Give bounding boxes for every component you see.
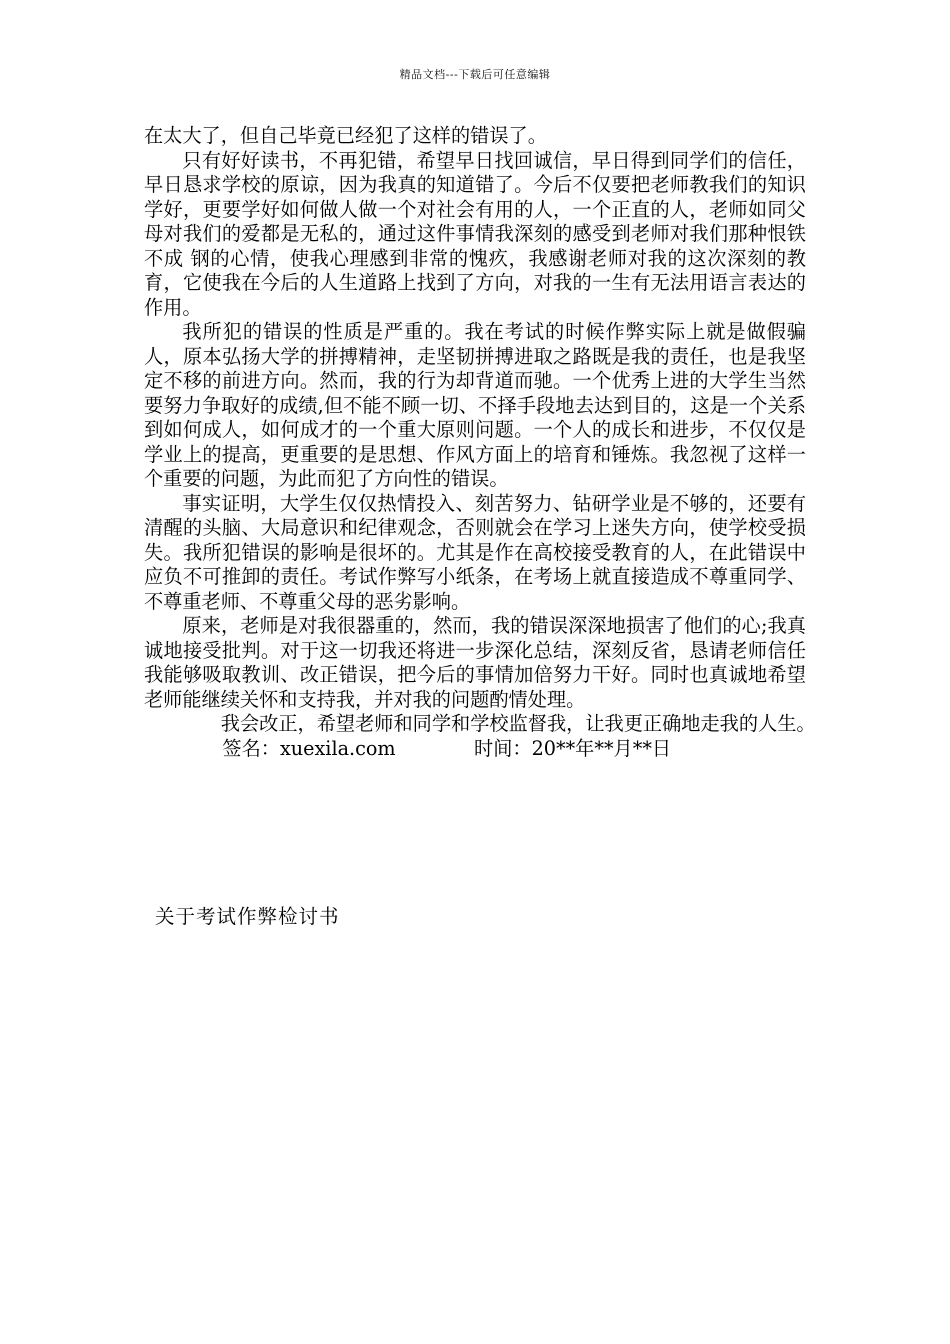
signature: 签名：xuexila.com	[222, 736, 396, 760]
date-line: 时间：20**年**月**日	[474, 736, 672, 760]
paragraph: 原来，老师是对我很器重的，然而，我的错误深深地损害了他们的心;我真诚地接受批判。对于这一切我还将进一步深化总结，深刻反省，恳请老师信任我能够吸取教训、改正错误，把今后的事情加倍努力干好。同时也真诚地希望老师能继续关怀和支持我，并对我的问题酌情处理。	[144, 614, 806, 711]
paragraph: 只有好好读书，不再犯错，希望早日找回诚信，早日得到同学们的信任，早日恳求学校的原谅，因为我真的知道错了。今后不仅要把老师教我们的知识学好，更要学好如何做人做一个对社会有用的人，一个正直的人，老师如同父母对我们的爱都是无私的，通过这件事情我深刻的感受到老师对我们那种恨铁不成 钢的心情，使我心理感到非常的愧疚，我感谢老师对我的这次深刻的教育，它使我在今后的人生道路上找到了方向，对我的一生有无法用语言表达的作用。	[144, 148, 806, 319]
closing-text: 我会改正，希望老师和同学和学校监督我，让我更正确地走我的人生。	[220, 712, 816, 735]
page-header: 精品文档---下载后可任意编辑	[399, 68, 551, 81]
paragraph-continuation: 在太大了，但自己毕竟已经犯了这样的错误了。	[144, 124, 547, 147]
paragraph: 事实证明，大学生仅仅热情投入、刻苦努力、钻研学业是不够的，还要有清醒的头脑、大局意识和纪律观念，否则就会在学习上迷失方向，使学校受损失。我所犯错误的影响是很坏的。尤其是作在高校接受教育的人，在此错误中应负不可推卸的责任。考试作弊写小纸条，在考场上就直接造成不尊重同学、不尊重老师、不尊重父母的恶劣影响。	[144, 491, 806, 613]
paragraph: 我所犯的错误的性质是严重的。我在考试的时候作弊实际上就是做假骗人，原本弘扬大学的拼搏精神，走坚韧拼搏进取之路既是我的责任，也是我坚定不移的前进方向。然而，我的行为却背道而驰。一个优秀上进的大学生当然要努力争取好的成绩,但不能不顾一切、不择手段地去达到目的，这是一个关系到如何成人，如何成才的一个重大原则问题。一个人的成长和进步，不仅仅是学业上的提高，更重要的是思想、作风方面上的培育和锤炼。我忽视了这样一个重要的问题，为此而犯了方向性的错误。	[144, 320, 806, 490]
document-title: 关于考试作弊检讨书	[155, 905, 340, 928]
closing-paragraph	[144, 712, 816, 761]
document-body	[144, 124, 816, 761]
